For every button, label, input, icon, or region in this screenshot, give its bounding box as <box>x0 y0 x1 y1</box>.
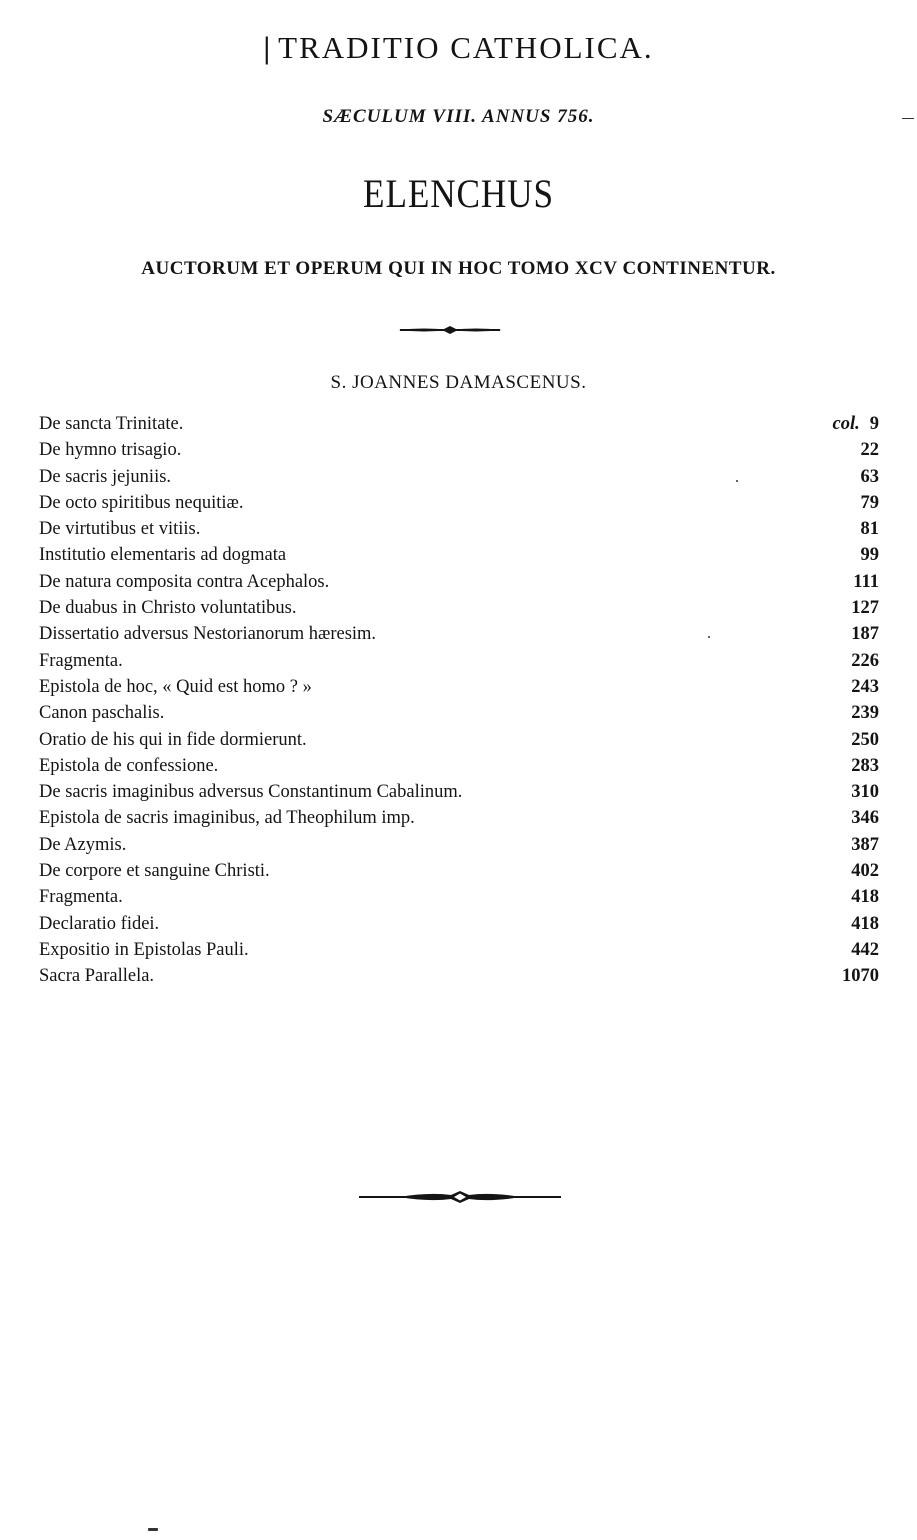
entry-column: 1070 <box>842 966 879 987</box>
entry-title: Fragmenta. <box>39 650 123 671</box>
entry-title: Expositio in Epistolas Pauli. <box>39 939 249 960</box>
list-item <box>39 884 879 910</box>
list-item <box>39 569 879 595</box>
entry-column: 239 <box>851 703 879 724</box>
entry-column: 9 <box>869 414 879 434</box>
list-item <box>39 937 879 963</box>
margin-bar: | <box>263 30 273 65</box>
list-item <box>39 621 879 647</box>
list-item <box>39 753 879 779</box>
century-line: SÆCULUM VIII. ANNUS 756. <box>322 106 595 127</box>
page-speck <box>708 636 710 638</box>
list-item <box>39 464 879 490</box>
entry-title: De natura composita contra Acephalos. <box>39 571 330 592</box>
entry-title: Epistola de hoc, « Quid est homo ? » <box>39 676 312 697</box>
list-item <box>39 700 879 726</box>
list-item <box>39 963 879 989</box>
entry-title: Declaratio fidei. <box>39 913 160 934</box>
page-speck <box>902 118 914 119</box>
entry-title: Institutio elementaris ad dogmata <box>39 545 287 566</box>
entry-column: 63 <box>860 466 879 487</box>
entry-title: De octo spiritibus nequitiæ. <box>39 492 244 513</box>
entry-column: 250 <box>851 729 879 750</box>
entry-column: 346 <box>851 808 879 829</box>
entry-title: Sacra Parallela. <box>39 966 155 987</box>
running-header <box>0 30 917 66</box>
entry-column: 418 <box>851 913 879 934</box>
entry-title: De virtutibus et vitiis. <box>39 519 201 540</box>
list-item <box>39 858 879 884</box>
entry-column: 442 <box>851 939 879 960</box>
entry-title: De duabus in Christo voluntatibus. <box>39 598 297 619</box>
entry-column: 402 <box>851 861 879 882</box>
list-item <box>39 542 879 568</box>
entry-column: 226 <box>851 650 879 671</box>
list-item <box>39 490 879 516</box>
entry-title: Oratio de his qui in fide dormierunt. <box>39 729 307 750</box>
entry-column: 187 <box>851 624 879 645</box>
page-speck <box>148 1528 158 1531</box>
entry-column: 111 <box>853 571 879 592</box>
entry-column: 243 <box>851 676 879 697</box>
list-item <box>39 437 879 463</box>
entry-column: 283 <box>851 755 879 776</box>
list-item <box>39 674 879 700</box>
entry-title: De sacris jejuniis. <box>39 466 172 487</box>
entry-title: Epistola de confessione. <box>39 755 219 776</box>
entry-title: De corpore et sanguine Christi. <box>39 861 270 882</box>
list-item <box>39 648 879 674</box>
entry-column: 418 <box>851 887 879 908</box>
entry-column: 127 <box>851 598 879 619</box>
ornamental-rule <box>398 324 502 336</box>
list-item <box>39 411 879 437</box>
page-title: ELENCHUS <box>363 171 554 216</box>
col-label: col. <box>832 414 860 434</box>
entry-title: De Azymis. <box>39 834 127 855</box>
entry-title: De hymno trisagio. <box>39 440 182 461</box>
entry-column: 387 <box>851 834 879 855</box>
list-item <box>39 779 879 805</box>
list-item <box>39 805 879 831</box>
entry-title: Dissertatio adversus Nestorianorum hæresim. <box>39 624 377 645</box>
running-title: TRADITIO CATHOLICA. <box>278 30 654 65</box>
entry-column: 99 <box>860 545 879 566</box>
entry-title: Epistola de sacris imaginibus, ad Theophilum imp. <box>39 808 415 829</box>
author-heading: S. JOANNES DAMASCENUS. <box>330 372 587 393</box>
page-subtitle: AUCTORUM ET OPERUM QUI IN HOC TOMO XCV CONTINENTUR. <box>141 258 776 279</box>
list-item <box>39 516 879 542</box>
tailpiece-ornament <box>359 1188 561 1206</box>
entry-title: De sacris imaginibus adversus Constantinum Cabalinum. <box>39 782 463 803</box>
list-item <box>39 595 879 621</box>
entry-column: 22 <box>860 440 879 461</box>
list-item <box>39 727 879 753</box>
entry-title: De sancta Trinitate. <box>39 414 184 434</box>
entry-title: Fragmenta. <box>39 887 123 908</box>
list-item <box>39 911 879 937</box>
page-speck <box>736 480 738 482</box>
entry-column: 310 <box>851 782 879 803</box>
entry-column: 81 <box>860 519 879 540</box>
entry-column: 79 <box>860 492 879 513</box>
entry-title: Canon paschalis. <box>39 703 165 724</box>
list-item <box>39 832 879 858</box>
contents-list <box>39 411 879 990</box>
